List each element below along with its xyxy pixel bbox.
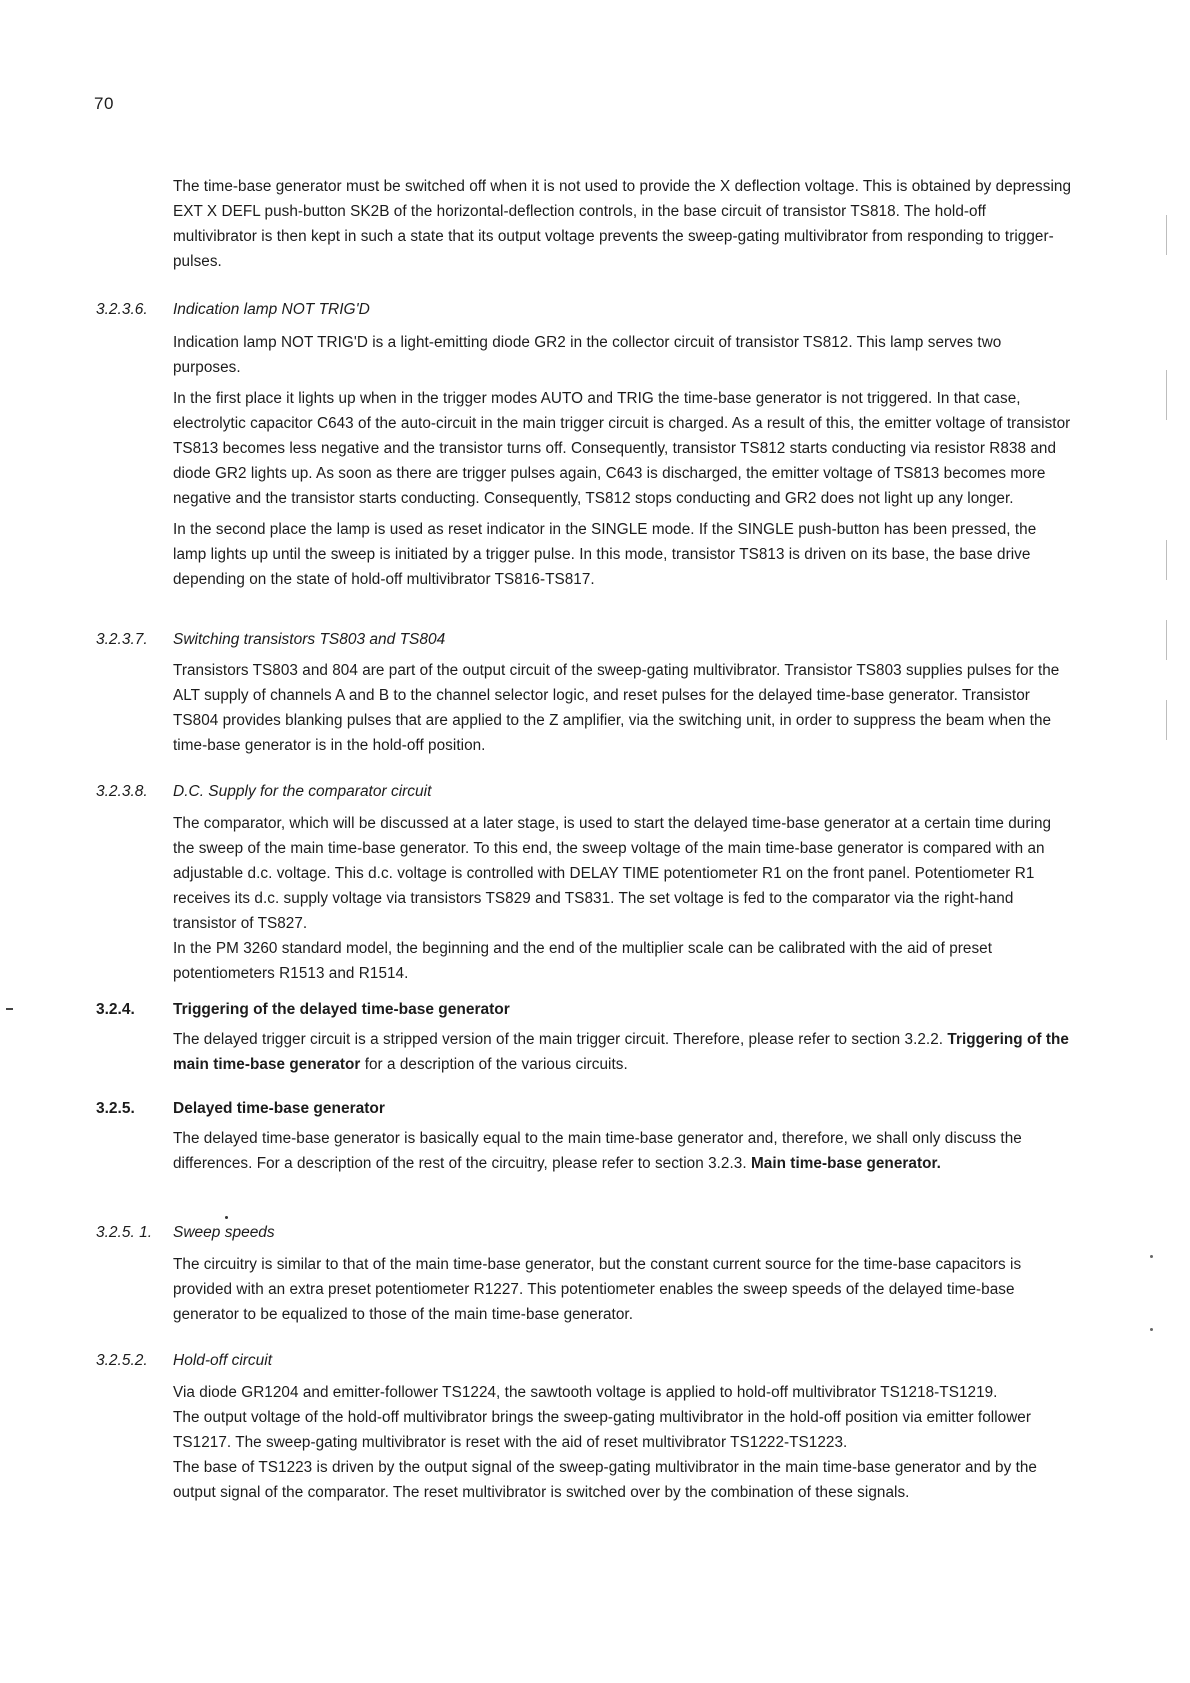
section-title: Triggering of the delayed time-base generator — [173, 1001, 510, 1018]
section-title: Delayed time-base generator — [173, 1100, 385, 1117]
section-number: 3.2.5. 1. — [96, 1224, 153, 1241]
text-span: for a description of the various circuits. — [364, 1056, 628, 1073]
section-body-3251 — [173, 1252, 1073, 1333]
paragraph: Via diode GR1204 and emitter-follower TS1224, the sawtooth voltage is applied to hold-off multivibrator TS1218-TS1219. — [173, 1384, 998, 1401]
bold-reference: Main time-base generator. — [750, 1155, 941, 1172]
section-body-3237 — [173, 658, 1073, 764]
section-body-3238 — [173, 811, 1073, 992]
section-number: 3.2.5.2. — [96, 1352, 148, 1369]
paragraph: Indication lamp NOT TRIG'D is a light-emitting diode GR2 in the collector circuit of transistor TS812. This lamp serves two purposes. — [173, 334, 1002, 376]
section-body-325 — [173, 1126, 1073, 1182]
section-body-3252 — [173, 1380, 1073, 1511]
scan-artifact — [1166, 620, 1167, 660]
scan-artifact — [1166, 700, 1167, 740]
paragraph: The comparator, which will be discussed at a later stage, is used to start the delayed time-base generator at a certain time during the sweep of the main time-base generator. To this end, the sweep voltage of the main time-base generator is compared with an adjustable d.c. voltage. This d.c. voltage is controlled with DELAY TIME potentiometer R1 on the front panel. Potentiometer R1 receives its d.c. supply voltage via transistors TS829 and TS831. The set voltage is fed to the comparator via the right-hand transistor of TS827. — [173, 815, 1052, 932]
paragraph: The time-base generator must be switched off when it is not used to provide the X deflection voltage. This is obtained by depressing EXT X DEFL push-button SK2B of the horizontal-deflection controls, in the base circuit of transistor TS818. The hold-off multivibrator is then kept in such a state that its output voltage prevents the sweep-gating multivibrator from responding to trigger-pulses. — [173, 178, 1072, 270]
section-number: 3.2.5. — [96, 1100, 135, 1117]
section-title: Sweep speeds — [173, 1224, 275, 1241]
paragraph: Transistors TS803 and 804 are part of the output circuit of the sweep-gating multivibrator. Transistor TS803 supplies pulses for the ALT supply of channels A and B to the channel selector logic, and reset pulses for the delayed time-base generator. Transistor TS804 provides blanking pulses that are applied to the Z amplifier, via the switching unit, in order to suppress the beam when the time-base generator is in the hold-off position. — [173, 662, 1060, 754]
section-title: Hold-off circuit — [173, 1352, 273, 1369]
paragraph: In the PM 3260 standard model, the beginning and the end of the multiplier scale can be calibrated with the aid of preset potentiometers R1513 and R1514. — [173, 940, 993, 982]
paragraph: In the first place it lights up when in the trigger modes AUTO and TRIG the time-base generator is not triggered. In that case, electrolytic capacitor C643 of the auto-circuit in the main trigger circuit is charged. As a result of this, the emitter voltage of transistor TS813 becomes less negative and the transistor turns off. Consequently, transistor TS812 starts conducting via resistor R838 and diode GR2 lights up. As soon as there are trigger pulses again, C643 is discharged, the emitter voltage of TS813 becomes more negative and the transistor starts conducting. Consequently, TS812 stops conducting and GR2 does not light up any longer. — [173, 390, 1071, 507]
paragraph — [173, 1027, 1073, 1077]
section-title: D.C. Supply for the comparator circuit — [173, 783, 432, 800]
bold-reference: Triggering of the main time-base generator — [173, 1031, 1069, 1073]
paragraph — [173, 1126, 1073, 1176]
text-span: The delayed time-base generator is basically equal to the main time-base generator and, therefore, we shall only discuss the differences. For a description of the rest of the circuitry, please refer to section 3.2.3. — [173, 1130, 1022, 1172]
section-number: 3.2.4. — [96, 1001, 135, 1018]
section-number: 3.2.3.7. — [96, 631, 148, 648]
scan-artifact — [1150, 1328, 1153, 1331]
margin-mark — [6, 1008, 13, 1010]
page-number: 70 — [94, 94, 114, 113]
section-number: 3.2.3.8. — [96, 783, 148, 800]
scan-artifact — [1150, 1255, 1153, 1258]
text-span: The delayed trigger circuit is a stripped version of the main trigger circuit. Therefore, please refer to section 3.2.2. — [173, 1031, 944, 1048]
intro-section — [173, 174, 1073, 280]
stray-mark — [225, 1216, 228, 1219]
section-body-324 — [173, 1027, 1073, 1083]
section-title: Indication lamp NOT TRIG'D — [173, 301, 370, 318]
paragraph: In the second place the lamp is used as reset indicator in the SINGLE mode. If the SINGLE push-button has been pressed, the lamp lights up until the sweep is initiated by a trigger pulse. In this mode, transistor TS813 is driven on its base, the base drive depending on the state of hold-off multivibrator TS816-TS817. — [173, 521, 1037, 588]
scan-artifact — [1166, 370, 1167, 420]
scan-artifact — [1166, 540, 1167, 580]
section-number: 3.2.3.6. — [96, 301, 148, 318]
scan-artifact — [1166, 215, 1167, 255]
paragraph: The output voltage of the hold-off multivibrator brings the sweep-gating multivibrator in the hold-off position via emitter follower TS1217. The sweep-gating multivibrator is reset with the aid of reset multivibrator TS1222-TS1223. — [173, 1409, 1032, 1451]
section-body-3236 — [173, 330, 1073, 598]
paragraph: The base of TS1223 is driven by the output signal of the sweep-gating multivibrator in the main time-base generator and by the output signal of the comparator. The reset multivibrator is switched over by the combination of these signals. — [173, 1459, 1037, 1501]
paragraph: The circuitry is similar to that of the main time-base generator, but the constant current source for the time-base capacitors is provided with an extra preset potentiometer R1227. This potentiometer enables the sweep speeds of the delayed time-base generator to be equalized to those of the main time-base generator. — [173, 1256, 1022, 1323]
section-title: Switching transistors TS803 and TS804 — [173, 631, 446, 648]
